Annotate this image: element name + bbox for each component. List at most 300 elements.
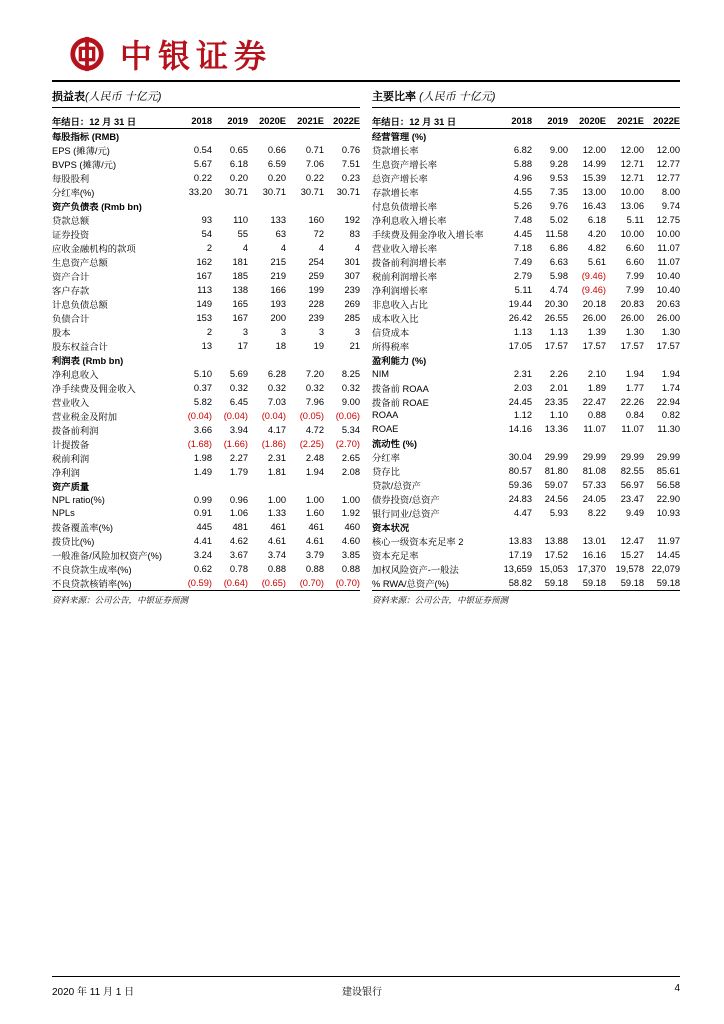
- ratios-cell: 17.57: [656, 341, 680, 351]
- income-cell: 0.23: [341, 173, 360, 183]
- income-cell: 2.08: [341, 467, 360, 477]
- ratios-cell: 58.82: [494, 576, 532, 591]
- ratios-cell: 26.00: [620, 313, 644, 323]
- ratios-cell: 30.04: [508, 451, 532, 462]
- ratios-cell: 20.63: [656, 299, 680, 309]
- income-table-row: [52, 325, 360, 339]
- income-cell: 2.27: [229, 453, 248, 463]
- ratios-cell: 1.89: [587, 382, 606, 393]
- ratios-row-label: 拨备前 ROAE: [372, 397, 429, 408]
- ratios-cell: 5.88: [513, 159, 532, 169]
- ratios-row-label: 经营管理 (%): [372, 132, 427, 142]
- ratios-table-row: [372, 269, 680, 283]
- income-table-row: [52, 548, 360, 562]
- ratios-cell: 11.07: [621, 423, 644, 434]
- ratios-cell: 7.49: [513, 257, 532, 267]
- income-cell: 1.49: [193, 467, 212, 477]
- income-cell: (0.05): [299, 411, 324, 421]
- ratios-cell: 59.07: [544, 479, 568, 490]
- ratios-cell: 9.76: [549, 201, 568, 211]
- ratios-cell: 4.82: [587, 243, 606, 253]
- income-cell: 1.94: [305, 467, 324, 477]
- income-cell: 193: [270, 299, 286, 309]
- income-cell: 254: [308, 257, 324, 267]
- income-cell: 113: [197, 285, 212, 295]
- income-cell: (2.25): [299, 439, 324, 449]
- income-cell: 138: [232, 285, 248, 295]
- ratios-cell: 10.93: [656, 507, 680, 518]
- ratios-table-row: [372, 381, 680, 395]
- ratios-table-row: [372, 478, 680, 492]
- income-row-label: 生息资产总额: [52, 258, 108, 268]
- ratios-cell: 6.82: [513, 145, 532, 155]
- income-table-row: [52, 465, 360, 479]
- income-row-label: 不良贷款核销率(%): [52, 576, 174, 591]
- ratios-table-row: [372, 143, 680, 157]
- ratios-cell: 12.71: [620, 159, 644, 169]
- income-cell: 0.32: [267, 383, 286, 393]
- income-table-row: [52, 311, 360, 325]
- ratios-title: [372, 88, 680, 108]
- header-rule: [52, 80, 680, 82]
- ratios-cell: 56.58: [656, 479, 680, 490]
- income-cell: 461: [270, 522, 286, 533]
- ratios-cell: 24.05: [582, 493, 606, 504]
- income-cell: 2.65: [341, 453, 360, 463]
- income-table-row: [52, 283, 360, 297]
- ratios-cell: 7.48: [513, 215, 532, 225]
- ratios-cell: 59.18: [532, 576, 568, 591]
- income-cell: 185: [232, 271, 248, 281]
- ratios-col-header: 2021E: [606, 114, 644, 129]
- ratios-cell: 0.84: [625, 410, 644, 421]
- income-row-label: EPS (摊薄/元): [52, 146, 110, 156]
- key-ratios-panel: [372, 88, 680, 606]
- income-cell: 72: [313, 229, 324, 239]
- income-row-label: 净利润: [52, 468, 80, 478]
- income-table-row: [52, 241, 360, 255]
- ratios-row-label: 营业收入增长率: [372, 244, 438, 254]
- income-cell: 63: [275, 229, 286, 239]
- income-cell: 461: [308, 522, 324, 533]
- footer-rule: [52, 976, 680, 977]
- ratios-cell: 1.30: [661, 327, 680, 337]
- ratios-col-header: 2020E: [568, 114, 606, 129]
- income-cell: 33.20: [188, 187, 212, 197]
- ratios-table-row: [372, 171, 680, 185]
- income-cell: 4.61: [305, 536, 324, 547]
- income-row-label: 拨贷比(%): [52, 537, 95, 548]
- ratios-cell: 15,053: [539, 563, 568, 574]
- footer-date: 2020 年 11 月 1 日: [52, 987, 135, 998]
- ratios-row-label: 手续费及佣金净收入增长率: [372, 230, 484, 240]
- ratios-row-label: 资本状况: [372, 522, 410, 533]
- income-cell: 6.45: [229, 397, 248, 407]
- income-col-header: 年结日：12 月 31 日: [52, 114, 174, 129]
- ratios-cell: 20.18: [582, 299, 606, 309]
- income-cell: 167: [196, 271, 212, 281]
- income-cell: (1.68): [187, 439, 212, 449]
- ratios-cell: 17.05: [508, 341, 532, 351]
- ratios-cell: 11.58: [545, 229, 568, 239]
- ratios-source: 资料来源：公司公告，中银证券预测: [372, 594, 509, 605]
- income-table: [52, 114, 360, 591]
- ratios-table-row: [372, 464, 680, 478]
- income-table-row: [52, 269, 360, 283]
- income-cell: 30.71: [336, 187, 360, 197]
- income-cell: 0.91: [193, 508, 212, 519]
- ratios-row-label: ROAA: [372, 410, 399, 421]
- ratios-section-row: [372, 129, 680, 144]
- ratios-cell: 17.19: [508, 549, 532, 560]
- income-col-header: 2022E: [324, 114, 360, 129]
- ratios-cell: 6.86: [549, 243, 568, 253]
- ratios-cell: 5.11: [514, 285, 532, 295]
- income-table-row: [52, 367, 360, 381]
- ratios-cell: 12.47: [620, 535, 644, 546]
- income-table-row: [52, 562, 360, 576]
- income-cell: (1.86): [261, 439, 286, 449]
- ratios-cell: 10.00: [656, 229, 680, 239]
- income-cell: 199: [308, 285, 324, 295]
- income-cell: 1.79: [229, 467, 248, 477]
- ratios-cell: 1.13: [549, 327, 568, 337]
- ratios-cell: 8.00: [661, 187, 680, 197]
- income-section-row: [52, 129, 360, 144]
- income-row-label: 每股指标 (RMB): [52, 132, 120, 142]
- income-cell: (0.06): [335, 411, 360, 421]
- income-cell: 19: [313, 341, 324, 351]
- income-cell: 0.32: [229, 383, 248, 393]
- income-table-row: [52, 381, 360, 395]
- ratios-cell: 5.26: [513, 201, 532, 211]
- ratios-table-row: [372, 395, 680, 409]
- ratios-cell: 20.30: [544, 299, 568, 309]
- income-cell: 285: [344, 313, 360, 323]
- income-cell: (2.70): [335, 439, 360, 449]
- ratios-cell: 13,659: [503, 563, 532, 574]
- income-cell: 301: [344, 257, 360, 267]
- income-cell: 2: [206, 243, 212, 253]
- ratios-cell: 17.52: [544, 549, 568, 560]
- income-cell: 3: [318, 327, 324, 337]
- income-cell: 4.17: [267, 425, 286, 435]
- income-row-label: 分红率(%): [52, 188, 95, 198]
- income-col-header: 2019: [212, 114, 248, 129]
- income-cell: 4: [318, 243, 324, 253]
- income-cell: 0.88: [341, 564, 360, 575]
- ratios-cell: 2.26: [549, 368, 568, 379]
- ratios-cell: 16.16: [582, 549, 606, 560]
- income-cell: 228: [308, 299, 324, 309]
- ratios-table-row: [372, 409, 680, 423]
- ratios-cell: 9.00: [549, 145, 568, 155]
- ratios-cell: 81.80: [544, 465, 568, 476]
- brand-logo: [68, 34, 272, 74]
- ratios-cell: 14.45: [656, 549, 680, 560]
- ratios-cell: 1.30: [625, 327, 644, 337]
- income-cell: 259: [308, 271, 324, 281]
- ratios-cell: 12.77: [656, 173, 680, 183]
- income-cell: 4.41: [193, 536, 212, 547]
- income-cell: (0.04): [261, 411, 286, 421]
- income-row-label: 股东权益合计: [52, 342, 108, 352]
- ratios-cell: 80.57: [508, 465, 532, 476]
- ratios-cell: 10.40: [656, 271, 680, 281]
- income-row-label: 贷款总额: [52, 216, 90, 226]
- ratios-cell: 0.82: [661, 410, 680, 421]
- income-cell: 133: [270, 215, 286, 225]
- income-cell: 160: [308, 215, 324, 225]
- ratios-row-label: NIM: [372, 368, 390, 379]
- ratios-cell: 13.06: [620, 201, 644, 211]
- income-row-label: 证券投资: [52, 230, 90, 240]
- income-cell: 0.71: [305, 145, 324, 155]
- ratios-cell: 15.27: [620, 549, 644, 560]
- ratios-cell: 2.10: [587, 368, 606, 379]
- income-cell: 30.71: [300, 187, 324, 197]
- ratios-cell: 4.55: [513, 187, 532, 197]
- ratios-cell: 22.47: [582, 396, 606, 407]
- ratios-cell: 19,578: [615, 563, 644, 574]
- ratios-cell: 12.71: [620, 173, 644, 183]
- ratios-cell: 12.77: [656, 159, 680, 169]
- income-cell: 0.54: [193, 145, 212, 155]
- ratios-cell: 59.18: [568, 576, 606, 591]
- ratios-cell: 1.94: [661, 368, 680, 379]
- income-cell: 5.69: [229, 369, 248, 379]
- income-cell: 239: [344, 285, 360, 295]
- ratios-cell: 0.88: [587, 410, 606, 421]
- ratios-row-label: 贷款/总资产: [372, 480, 422, 491]
- income-row-label: 拨备覆盖率(%): [52, 523, 113, 534]
- income-row-label: 净利息收入: [52, 370, 99, 380]
- income-cell: 7.03: [267, 397, 286, 407]
- ratios-cell: 2.01: [549, 382, 568, 393]
- income-table-row: [52, 437, 360, 451]
- income-cell: 192: [344, 215, 360, 225]
- ratios-cell: 5.02: [549, 215, 568, 225]
- income-cell: 7.06: [305, 159, 324, 169]
- income-cell: (0.04): [187, 411, 212, 421]
- income-row-label: NPLs: [52, 508, 75, 519]
- ratios-table-row: [372, 255, 680, 269]
- ratios-cell: 13.36: [544, 423, 568, 434]
- income-cell: (1.66): [223, 439, 248, 449]
- income-cell: 7.51: [341, 159, 360, 169]
- ratios-cell: 6.18: [587, 215, 606, 225]
- income-table-row: [52, 255, 360, 269]
- ratios-section-row: [372, 520, 680, 534]
- income-cell: 8.25: [341, 369, 360, 379]
- income-cell: (0.70): [324, 576, 360, 591]
- income-cell: 17: [237, 341, 248, 351]
- ratios-col-header: 2022E: [644, 114, 680, 129]
- income-cell: 5.10: [193, 369, 212, 379]
- income-cell: 460: [344, 522, 360, 533]
- income-cell: 0.99: [193, 494, 212, 505]
- ratios-cell: 6.60: [625, 243, 644, 253]
- income-row-label: 资产负债表 (Rmb bn): [52, 202, 142, 212]
- income-cell: 7.96: [305, 397, 324, 407]
- income-table-row: [52, 576, 360, 591]
- footer-company: 建设银行: [342, 987, 382, 998]
- income-cell: 0.32: [341, 383, 360, 393]
- ratios-table-row: [372, 576, 680, 591]
- income-cell: 0.78: [229, 564, 248, 575]
- ratios-table-row: [372, 241, 680, 255]
- income-table-row: [52, 213, 360, 227]
- income-row-label: 营业收入: [52, 398, 90, 408]
- ratios-cell: 2.03: [513, 382, 532, 393]
- ratios-cell: 82.55: [620, 465, 644, 476]
- income-statement-panel: [52, 88, 360, 606]
- income-source: 资料来源：公司公告，中银证券预测: [52, 595, 189, 606]
- income-row-label: 应收金融机构的款项: [52, 244, 136, 254]
- ratios-cell: 11.30: [657, 423, 680, 434]
- ratios-table-row: [372, 199, 680, 213]
- income-table-row: [52, 185, 360, 199]
- ratios-row-label: 资本充足率: [372, 550, 419, 561]
- income-cell: 7.20: [305, 369, 324, 379]
- ratios-cell: 12.75: [656, 215, 680, 225]
- ratios-cell: 13.01: [582, 535, 606, 546]
- ratios-cell: 8.22: [587, 507, 606, 518]
- ratios-cell: 29.99: [544, 451, 568, 462]
- income-table-row: [52, 339, 360, 353]
- ratios-cell: (9.46): [581, 271, 606, 281]
- ratios-cell: (9.46): [581, 285, 606, 295]
- ratios-cell: 17.57: [582, 341, 606, 351]
- brand-name: 中银证券: [120, 37, 273, 75]
- ratios-cell: 81.08: [582, 465, 606, 476]
- ratios-cell: 4.74: [549, 285, 568, 295]
- income-cell: 1.81: [267, 467, 286, 477]
- income-cell: 3: [242, 327, 248, 337]
- income-row-label: 资产质量: [52, 482, 90, 492]
- income-cell: 239: [308, 313, 324, 323]
- income-cell: 93: [201, 215, 212, 225]
- ratios-cell: 9.28: [549, 159, 568, 169]
- income-cell: (0.65): [248, 576, 286, 591]
- ratios-cell: 10.00: [620, 187, 644, 197]
- ratios-cell: 24.45: [508, 396, 532, 407]
- income-cell: 0.66: [267, 145, 286, 155]
- ratios-row-label: 所得税率: [372, 342, 410, 352]
- ratios-cell: 29.99: [620, 451, 644, 462]
- income-cell: 3.74: [267, 550, 286, 561]
- income-cell: 153: [196, 313, 212, 323]
- income-table-row: [52, 297, 360, 311]
- ratios-cell: 5.93: [549, 507, 568, 518]
- income-section-row: [52, 479, 360, 493]
- ratios-table-row: [372, 562, 680, 576]
- income-cell: 2.48: [305, 453, 324, 463]
- income-cell: 4: [354, 243, 360, 253]
- bank-of-china-logo-icon: [68, 35, 106, 73]
- income-row-label: 营业税金及附加: [52, 412, 118, 422]
- ratios-cell: 4.47: [513, 507, 532, 518]
- income-table-row: [52, 451, 360, 465]
- ratios-cell: 12.00: [582, 145, 606, 155]
- ratios-cell: 1.13: [513, 327, 532, 337]
- ratios-cell: 24.83: [508, 493, 532, 504]
- income-cell: 307: [344, 271, 360, 281]
- ratios-cell: 26.00: [656, 313, 680, 323]
- income-cell: 0.65: [229, 145, 248, 155]
- ratios-cell: 1.10: [549, 410, 568, 421]
- income-cell: 0.22: [193, 173, 212, 183]
- ratios-row-label: 分红率: [372, 452, 400, 463]
- income-table-row: [52, 423, 360, 437]
- ratios-cell: 4.96: [513, 173, 532, 183]
- ratios-table-row: [372, 283, 680, 297]
- ratios-cell: 24.56: [544, 493, 568, 504]
- ratios-row-label: 贷款增长率: [372, 146, 419, 156]
- income-cell: 9.00: [341, 397, 360, 407]
- income-row-label: 计息负债总额: [52, 300, 108, 310]
- income-row-label: 股本: [52, 328, 71, 338]
- income-row-label: 一般准备/风险加权资产(%): [52, 551, 163, 562]
- ratios-table-row: [372, 227, 680, 241]
- ratios-unit: (人民币 十亿元): [419, 91, 496, 103]
- ratios-row-label: ROAE: [372, 423, 399, 434]
- ratios-cell: 20.83: [620, 299, 644, 309]
- income-cell: 219: [270, 271, 286, 281]
- ratios-cell: 2.31: [513, 368, 532, 379]
- ratios-row-label: 贷存比: [372, 466, 400, 477]
- income-cell: 3.67: [229, 550, 248, 561]
- income-cell: 0.88: [305, 564, 324, 575]
- ratios-cell: 10.40: [656, 285, 680, 295]
- ratios-table-row: [372, 339, 680, 353]
- income-cell: 4.72: [305, 425, 324, 435]
- ratios-title-text: 主要比率: [372, 91, 416, 103]
- ratios-row-label: 成本收入比: [372, 314, 419, 324]
- income-col-header: 2018: [174, 114, 212, 129]
- income-cell: 162: [196, 257, 212, 267]
- income-table-row: [52, 143, 360, 157]
- income-cell: 0.22: [305, 173, 324, 183]
- income-cell: 4.62: [229, 536, 248, 547]
- ratios-cell: 11.07: [657, 243, 680, 253]
- income-cell: 3: [280, 327, 286, 337]
- ratios-table-row: [372, 450, 680, 464]
- income-cell: 149: [196, 299, 212, 309]
- income-cell: 1.00: [267, 494, 286, 505]
- income-cell: 2: [206, 327, 212, 337]
- income-cell: 54: [201, 229, 212, 239]
- income-cell: 3.66: [193, 425, 212, 435]
- income-cell: 0.96: [229, 494, 248, 505]
- income-cell: 5.67: [193, 159, 212, 169]
- ratios-table-row: [372, 297, 680, 311]
- income-cell: 167: [232, 313, 248, 323]
- income-cell: 5.34: [341, 425, 360, 435]
- income-table-row: [52, 395, 360, 409]
- ratios-row-label: 净利润增长率: [372, 286, 428, 296]
- ratios-cell: 11.07: [583, 423, 606, 434]
- ratios-cell: 16.43: [582, 201, 606, 211]
- ratios-cell: 85.61: [656, 465, 680, 476]
- income-cell: (0.59): [174, 576, 212, 591]
- income-cell: 165: [232, 299, 248, 309]
- income-cell: 269: [344, 299, 360, 309]
- ratios-cell: 22.90: [656, 493, 680, 504]
- income-cell: 4.61: [267, 536, 286, 547]
- ratios-cell: 1.77: [625, 382, 644, 393]
- ratios-cell: 7.99: [625, 271, 644, 281]
